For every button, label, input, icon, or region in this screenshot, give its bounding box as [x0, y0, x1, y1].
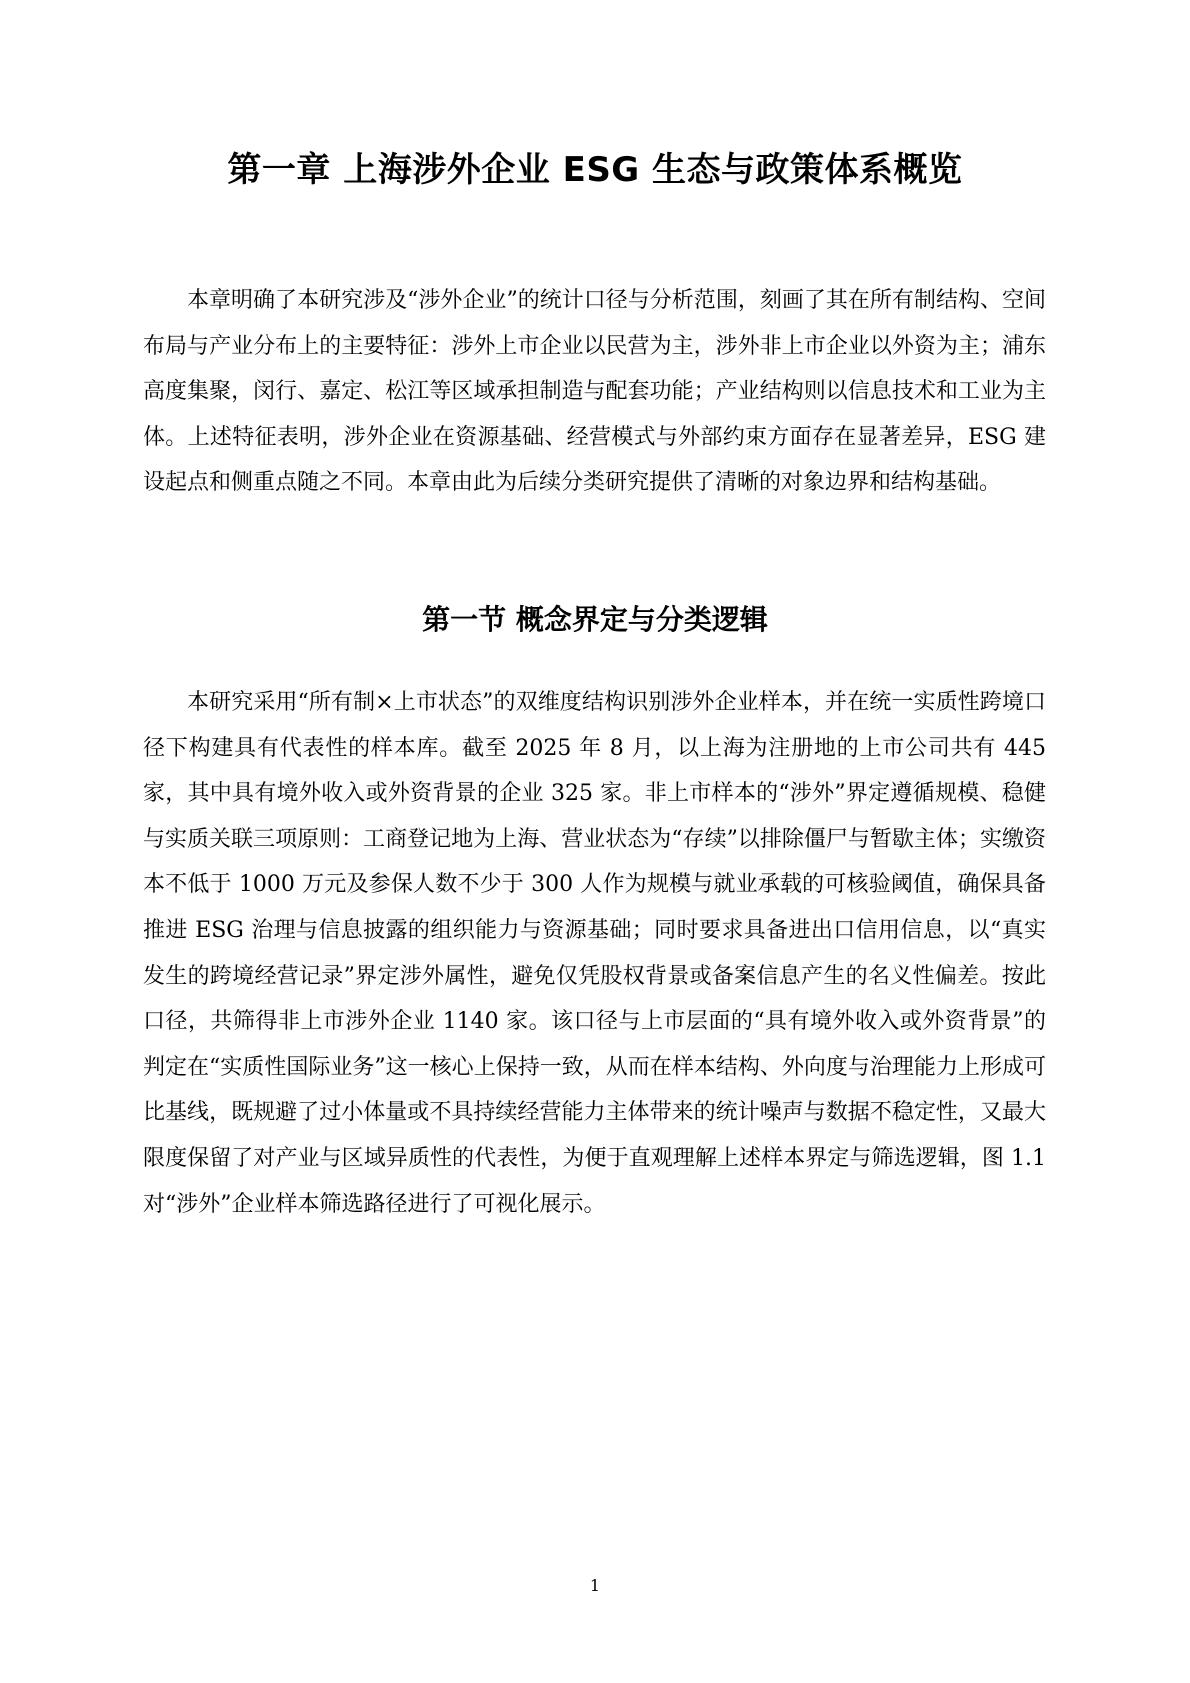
chapter-title: 第一章 上海涉外企业 ESG 生态与政策体系概览: [227, 150, 963, 190]
section-title: 第一节 概念界定与分类逻辑: [422, 603, 768, 636]
chapter-intro-paragraph: 本章明确了本研究涉及“涉外企业”的统计口径与分析范围，刻画了其在所有制结构、空间布局与产业分布上的主要特征：涉外上市企业以民营为主，涉外非上市企业以外资为主；浦东高度集聚，闵行、嘉定、松江等区域承担制造与配套功能；产业结构则以信息技术和工业为主体。上述特征表明，涉外企业在资源基础、经营模式与外部约束方面存在显著差异，ESG 建设起点和侧重点随之不同。本章由此为后续分类研究提供了清晰的对象边界和结构基础。: [143, 288, 1046, 496]
section-body-paragraph: 本研究采用“所有制×上市状态”的双维度结构识别涉外企业样本，并在统一实质性跨境口径下构建具有代表性的样本库。截至 2025 年 8 月，以上海为注册地的上市公司共有 445 家，其中具有境外收入或外资背景的企业 325 家。非上市样本的“涉外”界定遵循规模、稳健与实质关联三项原则：工商登记地为上海、营业状态为“存续”以排除僵尸与暂歇主体；实缴资本不低于 1000 万元及参保人数不少于 300 人作为规模与就业承载的可核验阈值，确保具备推进 ESG 治理与信息披露的组织能力与资源基础；同时要求具备进出口信用信息，以“真实发生的跨境经营记录”界定涉外属性，避免仅凭股权背景或备案信息产生的名义性偏差。按此口径，共筛得非上市涉外企业 1140 家。该口径与上市层面的“具有境外收入或外资背景”的判定在“实质性国际业务”这一核心上保持一致，从而在样本结构、外向度与治理能力上形成可比基线，既规避了过小体量或不具持续经营能力主体带来的统计噪声与数据不稳定性，又最大限度保留了对产业与区域异质性的代表性，为便于直观理解上述样本界定与筛选逻辑，图 1.1 对“涉外”企业样本筛选路径进行了可视化展示。: [143, 690, 1046, 1217]
page-number: 1: [589, 1576, 601, 1595]
